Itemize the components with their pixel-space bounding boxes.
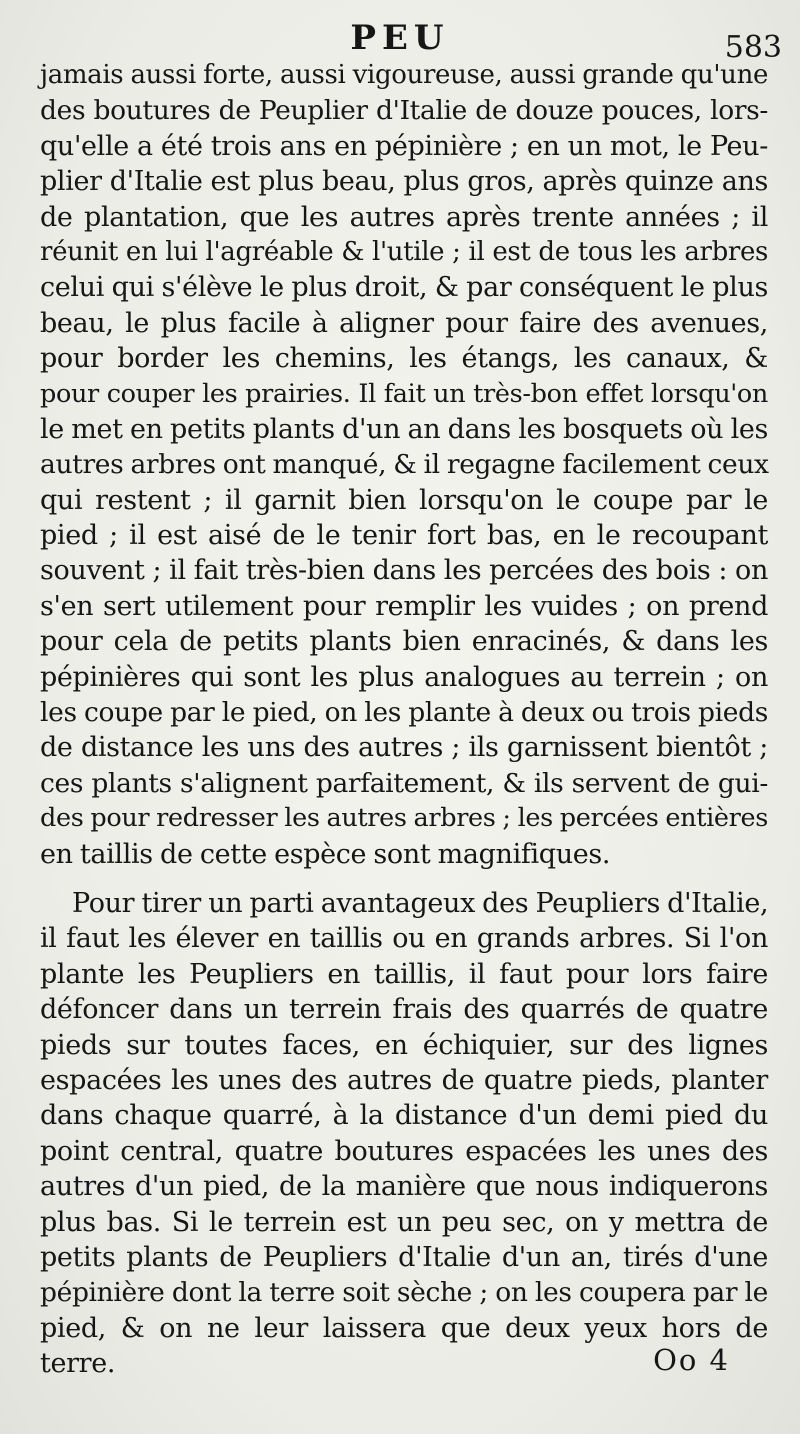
text-line: autres d'un pied, de la manière que nous indiquerons [40,1171,768,1203]
text-line: espacées les unes des autres de quatre pieds, planter [40,1064,768,1096]
text-line: pieds sur toutes faces, en échiquier, sur des lignes [40,1029,768,1061]
text-line: plus bas. Si le terrein est un peu sec, on y mettra de [40,1206,768,1238]
text-line: s'en sert utilement pour remplir les vuides ; on prend [40,590,768,622]
text-line: petits plants de Peupliers d'Italie d'un an, tirés d'une [40,1241,768,1273]
signature-mark: Oo 4 [653,1343,730,1377]
text-line: celui qui s'élève le plus droit, & par conséquent le plus [40,272,768,304]
paragraph-gap [40,872,768,886]
text-line: le met en petits plants d'un an dans les bosquets où les [40,413,768,445]
text-line: qu'elle a été trois ans en pépinière ; en un mot, le Peu- [40,130,768,162]
text-line: beau, le plus facile à aligner pour faire des avenues, [40,307,768,339]
text-line: autres arbres ont manqué, & il regagne facilement ceux [40,449,769,481]
text-line: réunit en lui l'agréable & l'utile ; il est de tous les arbres [40,236,768,267]
text-line: défoncer dans un terrein frais des quarrés de quatre [40,994,768,1026]
paragraph-1 [40,58,768,872]
text-line: Pour tirer un parti avantageux des Peupliers d'Italie, [72,887,769,919]
text-line: des boutures de Peuplier d'Italie de douze pouces, lors- [40,95,768,127]
text-line: pied, & on ne leur laissera que deux yeux hors de [40,1312,768,1344]
page-number: 583 [724,30,782,65]
text-line: dans chaque quarré, à la distance d'un demi pied du [40,1100,768,1132]
text-line: pied ; il est aisé de le tenir fort bas, en le recoupant [40,520,768,552]
text-line: les coupe par le pied, on les plante à deux ou trois pieds [40,697,768,729]
paragraph-2 [40,886,768,1381]
text-line: qui restent ; il garnit bien lorsqu'on le coupe par le [40,484,768,516]
text-line: en taillis de cette espèce sont magnifiques. [40,838,611,870]
text-line: pour cela de petits plants bien enracinés, & dans les [40,626,768,658]
running-head-title: PEU [350,18,450,58]
body-text [40,58,768,1381]
text-line: de plantation, que les autres après trente années ; il [40,201,768,233]
text-line: pour couper les prairies. Il fait un très-bon effet lorsqu'on [40,378,768,409]
text-line: pépinière dont la terre soit sèche ; on les coupera par le [40,1277,768,1309]
text-line: point central, quatre boutures espacées les unes des [40,1135,768,1167]
text-line: des pour redresser les autres arbres ; les percées entières [40,803,768,834]
text-line: plier d'Italie est plus beau, plus gros, après quinze ans [40,166,768,198]
text-line: de distance les uns des autres ; ils garnissent bientôt ; [40,732,768,764]
text-line: il faut les élever en taillis ou en grands arbres. Si l'on [40,923,768,955]
text-line: pépinières qui sont les plus analogues au terrein ; on [40,661,768,693]
text-line: souvent ; il fait très-bien dans les percées des bois : on [40,555,768,587]
text-line: terre. [40,1348,116,1380]
text-line: ces plants s'alignent parfaitement, & ils servent de gui- [40,767,768,799]
text-line: plante les Peupliers en taillis, il faut pour lors faire [40,958,768,990]
text-line: pour border les chemins, les étangs, les canaux, & [40,343,768,375]
text-line: jamais aussi forte, aussi vigoureuse, aussi grande qu'une [40,60,768,90]
